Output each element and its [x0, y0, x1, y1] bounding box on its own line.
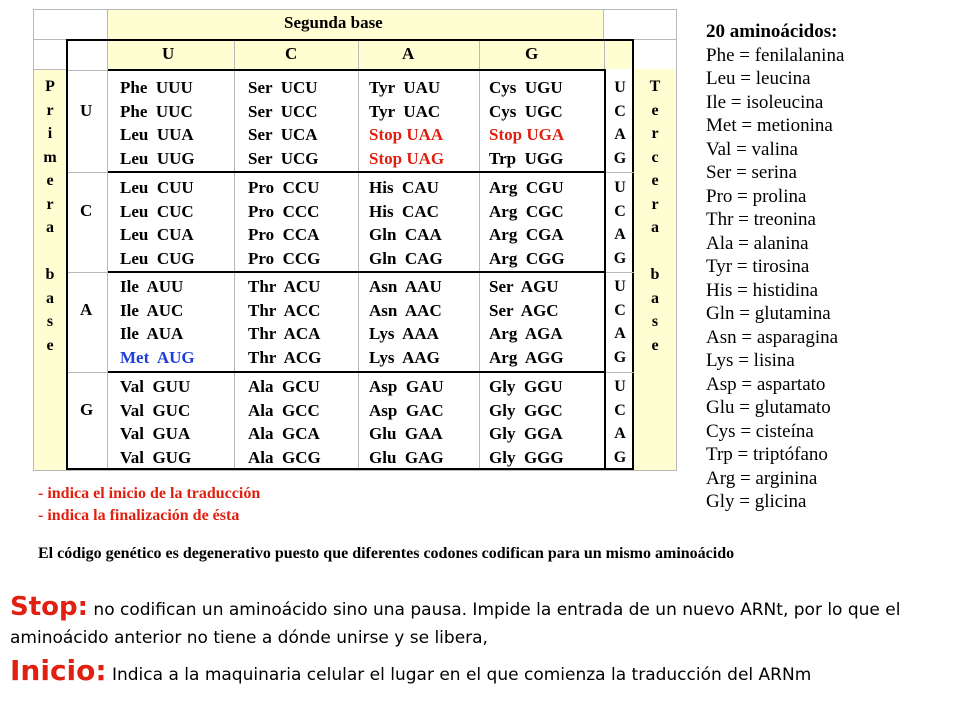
- grid-divider: [358, 41, 359, 468]
- stop-term: Stop:: [10, 592, 89, 622]
- first-base-c: C: [80, 201, 93, 220]
- grid-line: [33, 69, 67, 70]
- codon-entry: Ile AUA: [120, 324, 184, 343]
- third-base-letters: [606, 375, 634, 469]
- codon-entry: Val GUC: [120, 400, 191, 420]
- codon-entry: Trp UGG: [489, 148, 564, 168]
- second-base-g: G: [525, 44, 539, 63]
- codon-cell: [369, 375, 444, 469]
- third-base-letter: A: [614, 425, 626, 442]
- codon-entry: Gln CAG: [369, 248, 443, 268]
- codon-entry: Ala GCG: [248, 447, 321, 467]
- codon-entry: Leu UUG: [120, 148, 195, 168]
- third-base-letter: U: [614, 179, 626, 196]
- grid-divider-thick: [108, 371, 604, 373]
- grid-line: [676, 9, 677, 471]
- codon-entry: Leu CUG: [120, 248, 195, 268]
- third-base-letter: A: [614, 226, 626, 243]
- stop-text: no codifican un aminoácido sino una pausa. Impide la entrada de un nuevo ARNt, por lo que el aminoácido anterior no tiene a dónde unirse y se libera,: [10, 600, 901, 648]
- grid-line: [33, 470, 677, 471]
- codon-cell: [248, 375, 321, 469]
- grid-divider-thick: [108, 171, 604, 173]
- codon-entry: Arg AGA: [489, 324, 563, 343]
- legend-title: 20 aminoácidos:: [706, 21, 838, 42]
- codon-entry: Glu GAA: [369, 424, 443, 443]
- codon-entry: His CAC: [369, 201, 439, 221]
- grid-divider: [606, 172, 634, 173]
- legend-item: Trp = triptófano: [706, 444, 828, 465]
- third-base-letter: A: [614, 325, 626, 342]
- codon-entry: Thr ACC: [248, 300, 321, 320]
- grid-divider: [68, 372, 108, 373]
- grid-line: [603, 9, 604, 40]
- codon-entry: Arg CGC: [489, 201, 564, 221]
- first-base-a: A: [80, 300, 93, 319]
- third-base-letter: U: [614, 378, 626, 395]
- codon-cell: [120, 76, 195, 170]
- codon-entry: Arg AGG: [489, 347, 564, 367]
- first-base-g: G: [80, 400, 94, 419]
- legend-item: Arg = arginina: [706, 467, 818, 489]
- codon-entry: Val GUA: [120, 424, 191, 443]
- codon-entry: Tyr UAU: [369, 78, 441, 97]
- third-base-letter: C: [614, 102, 626, 120]
- second-base-c: C: [285, 44, 298, 63]
- codon-entry: Thr ACG: [248, 347, 322, 367]
- codon-entry: Ser UCA: [248, 125, 318, 144]
- third-base-letter: C: [614, 401, 626, 419]
- codon-entry: Phe UUU: [120, 78, 193, 97]
- legend-item: Cys = cisteína: [706, 420, 814, 442]
- codon-entry: Leu UUA: [120, 125, 194, 144]
- codon-entry: Leu CUA: [120, 225, 194, 244]
- codon-entry: Thr ACA: [248, 324, 321, 343]
- legend-item: Gly = glicina: [706, 491, 807, 512]
- grid-divider: [234, 41, 235, 468]
- legend-item: Pro = prolina: [706, 185, 807, 207]
- segunda-base-title: Segunda base: [284, 13, 383, 32]
- codon-cell: [369, 76, 444, 170]
- codon-entry: Asp GAU: [369, 377, 444, 396]
- codon-entry: Leu CUC: [120, 201, 194, 221]
- codon-entry: Ser UCC: [248, 101, 318, 121]
- note-inicio: - indica el inicio de la traducción: [38, 485, 261, 502]
- third-base-letters: [606, 176, 634, 270]
- legend-item: Phe = fenilalanina: [706, 44, 845, 66]
- inicio-definition: [10, 656, 956, 690]
- codon-entry: Ser UCU: [248, 78, 318, 97]
- codon-entry: Cys UGC: [489, 101, 563, 121]
- codon-entry: Asn AAC: [369, 300, 442, 320]
- codon-entry: Lys AAA: [369, 324, 439, 343]
- codon-cell: [248, 76, 319, 170]
- third-base-letter: A: [614, 126, 626, 143]
- legend-list: [706, 44, 844, 514]
- codon-cell: [120, 375, 191, 469]
- codon-entry: Ala GCU: [248, 377, 320, 396]
- legend-item: Thr = treonina: [706, 209, 816, 230]
- third-base-letter: U: [614, 79, 626, 96]
- codon-entry: Met AUG: [120, 347, 195, 367]
- codon-cell: [489, 176, 565, 270]
- third-base-letter: C: [614, 301, 626, 319]
- codon-entry: Gly GGU: [489, 377, 563, 396]
- codon-entry: Phe UUC: [120, 101, 193, 121]
- codon-cell: [369, 176, 443, 270]
- legend-item: Gln = glutamina: [706, 303, 831, 324]
- grid-line: [33, 9, 677, 10]
- stop-definition: [10, 594, 956, 652]
- third-base-letter: C: [614, 202, 626, 220]
- codon-cell: [120, 275, 195, 369]
- codon-entry: Ser AGC: [489, 300, 559, 320]
- codon-entry: Ser AGU: [489, 277, 559, 296]
- third-base-letters: [606, 76, 634, 170]
- codon-entry: Gly GGC: [489, 400, 563, 420]
- codon-cell: [489, 76, 564, 170]
- codon-entry: Lys AAG: [369, 347, 440, 367]
- codon-entry: Val GUG: [120, 447, 192, 467]
- third-base-letter: G: [613, 149, 627, 167]
- grid-divider: [68, 172, 108, 173]
- codon-cell: [120, 176, 195, 270]
- legend-item: Ala = alanina: [706, 232, 809, 254]
- codon-entry: His CAU: [369, 178, 439, 197]
- legend-item: Met = metionina: [706, 115, 833, 136]
- legend-item: His = histidina: [706, 279, 819, 301]
- codon-entry: Gln CAA: [369, 225, 442, 244]
- grid-divider-thick: [108, 69, 604, 71]
- inicio-text: Indica a la maquinaria celular el lugar en el que comienza la traducción del ARNm: [106, 665, 812, 685]
- codon-entry: Glu GAG: [369, 447, 444, 467]
- codon-entry: Tyr UAC: [369, 101, 441, 121]
- legend-item: Ser = serina: [706, 162, 797, 183]
- codon-cell: [369, 275, 442, 369]
- third-base-letters: [606, 275, 634, 369]
- third-base-letter: G: [613, 348, 627, 366]
- codon-entry: Ile AUC: [120, 300, 184, 320]
- codon-entry: Cys UGU: [489, 78, 563, 97]
- codon-entry: Asn AAU: [369, 277, 442, 296]
- primera-base-label: P r i m e r a b a s e: [43, 78, 57, 354]
- codon-cell: [489, 275, 564, 369]
- legend-item: Tyr = tirosina: [706, 256, 810, 277]
- grid-divider: [606, 272, 634, 273]
- codon-entry: Asp GAC: [369, 400, 444, 420]
- codon-entry: Ser UCG: [248, 148, 319, 168]
- codon-entry: Thr ACU: [248, 277, 321, 296]
- codon-entry: Stop UAG: [369, 148, 445, 168]
- tercera-base-label: T e r c e r a b a s e: [649, 78, 661, 354]
- definitions: [10, 594, 956, 690]
- codon-entry: Pro CCG: [248, 248, 321, 268]
- codon-entry: Arg CGA: [489, 225, 564, 244]
- legend-item: Val = valina: [706, 138, 798, 160]
- third-base-letter: U: [614, 278, 626, 295]
- codon-entry: Pro CCU: [248, 178, 320, 197]
- legend-item: Leu = leucina: [706, 68, 811, 89]
- codon-entry: Ile AUU: [120, 277, 184, 296]
- grid-divider: [68, 70, 108, 71]
- codon-cell: [489, 375, 564, 469]
- second-base-u: U: [162, 44, 175, 63]
- grid-line: [107, 9, 108, 40]
- codon-entry: Leu CUU: [120, 178, 194, 197]
- legend-item: Lys = lisina: [706, 350, 795, 371]
- codon-entry: Stop UGA: [489, 125, 565, 144]
- legend-item: Glu = glutamato: [706, 397, 831, 418]
- codon-entry: Gly GGG: [489, 447, 564, 467]
- codon-entry: Val GUU: [120, 377, 191, 396]
- amino-acid-legend: [706, 20, 844, 514]
- codon-entry: Arg CGU: [489, 178, 564, 197]
- first-base-u: U: [80, 101, 93, 120]
- codon-entry: Stop UAA: [369, 125, 444, 144]
- grid-divider: [479, 41, 480, 468]
- third-base-letter: G: [613, 448, 627, 466]
- grid-divider-thick: [108, 271, 604, 273]
- grid-divider: [606, 372, 634, 373]
- legend-item: Asn = asparagina: [706, 326, 839, 348]
- codon-entry: Arg CGG: [489, 248, 565, 268]
- inicio-term: Inicio:: [10, 654, 107, 687]
- legend-item: Asp = aspartato: [706, 373, 826, 395]
- degenerate-statement: El código genético es degenerativo puesto que diferentes codones codifican para un mismo aminoácido: [38, 545, 735, 562]
- codon-entry: Pro CCC: [248, 201, 320, 221]
- notes: [38, 483, 260, 527]
- legend-item: Ile = isoleucina: [706, 91, 824, 113]
- codon-cell: [248, 275, 321, 369]
- codon-entry: Gly GGA: [489, 424, 563, 443]
- codon-entry: Ala GCA: [248, 424, 320, 443]
- codon-entry: Ala GCC: [248, 400, 320, 420]
- codon-entry: Pro CCA: [248, 225, 320, 244]
- grid-divider: [107, 41, 108, 468]
- note-fin: - indica la finalización de ésta: [38, 507, 240, 524]
- codon-cell: [248, 176, 320, 270]
- second-base-a: A: [402, 44, 415, 63]
- grid-divider: [68, 272, 108, 273]
- third-base-letter: G: [613, 249, 627, 267]
